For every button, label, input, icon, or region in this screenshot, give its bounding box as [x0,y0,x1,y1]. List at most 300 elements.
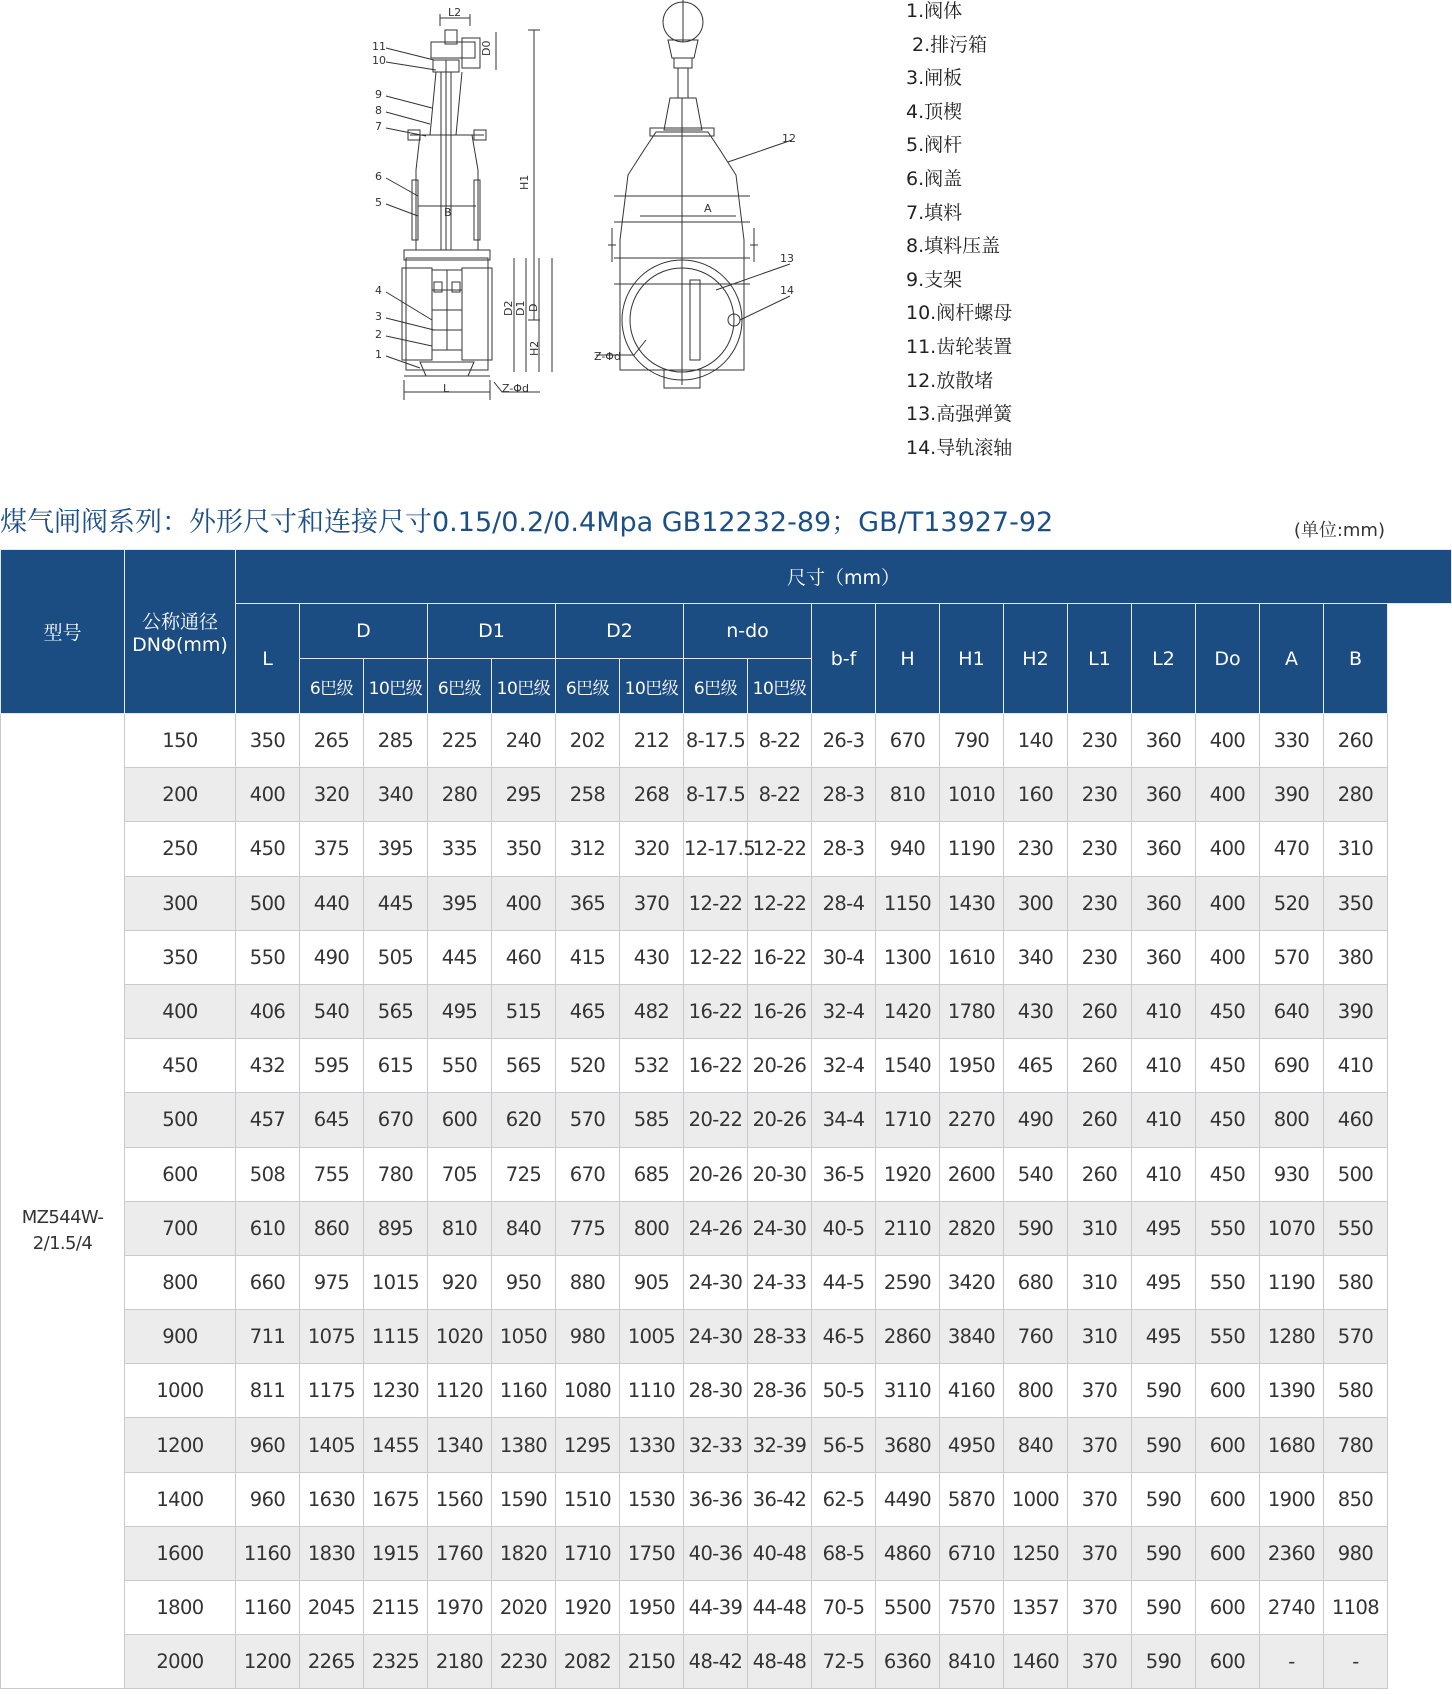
table-cell: 960 [236,1418,300,1472]
table-cell: 46-5 [812,1310,876,1364]
table-cell: 310 [1068,1255,1132,1309]
table-cell: 1380 [492,1418,556,1472]
table-cell: 1680 [1260,1418,1324,1472]
legend-item: 4.顶楔 [906,100,963,123]
table-cell: 1075 [300,1310,364,1364]
table-cell: 550 [236,930,300,984]
table-cell: 520 [556,1039,620,1093]
table-cell: 1015 [364,1255,428,1309]
table-cell: 30-4 [812,930,876,984]
table-cell: 70-5 [812,1581,876,1635]
table-cell: 460 [492,930,556,984]
table-cell: 508 [236,1147,300,1201]
table-cell: 375 [300,822,364,876]
table-cell: 550 [1196,1310,1260,1364]
table-cell: 1390 [1260,1364,1324,1418]
table-cell: 410 [1132,984,1196,1038]
dimension-label: D1 [514,300,527,316]
dimension-label: D0 [480,40,493,56]
table-cell: 12-22 [748,822,812,876]
table-row [1,1364,1452,1418]
table-cell: 340 [1004,930,1068,984]
table-cell: 450 [236,822,300,876]
legend-item: 7.填料 [906,201,963,224]
table-cell: 5870 [940,1472,1004,1526]
table-cell: 295 [492,768,556,822]
table-cell: 16-22 [684,1039,748,1093]
table-cell: 12-22 [684,930,748,984]
table-cell: 490 [1004,1093,1068,1147]
table-cell: 565 [364,984,428,1038]
header-H2: H2 [1004,604,1068,714]
table-row [1,714,1452,768]
table-cell: 450 [1196,1147,1260,1201]
table-row [1,1581,1452,1635]
parts-legend [906,0,1012,470]
model-cell [1,714,125,1689]
dimension-table [0,549,1452,1689]
table-cell: 280 [428,768,492,822]
table-cell: 400 [1196,822,1260,876]
table-cell: 16-22 [748,930,812,984]
header-D: D [300,604,428,659]
table-cell: 1110 [620,1364,684,1418]
table-cell: 1000 [1004,1472,1068,1526]
table-cell: 430 [1004,984,1068,1038]
table-cell: 930 [1260,1147,1324,1201]
table-cell: 40-48 [748,1526,812,1580]
table-cell: 500 [125,1093,236,1147]
table-cell: 585 [620,1093,684,1147]
table-cell: 400 [236,768,300,822]
table-cell: 212 [620,714,684,768]
header-grade-10bar: 10巴级 [620,659,684,714]
table-cell: 600 [1196,1418,1260,1472]
header-L1: L1 [1068,604,1132,714]
table-cell: 28-3 [812,822,876,876]
table-cell: 24-30 [684,1255,748,1309]
table-cell: 6710 [940,1526,1004,1580]
table-cell: 200 [125,768,236,822]
table-cell: 44-5 [812,1255,876,1309]
table-cell: 800 [1004,1364,1068,1418]
table-cell: 600 [1196,1364,1260,1418]
table-cell: 1950 [620,1581,684,1635]
table-cell: 1160 [236,1581,300,1635]
table-cell: 395 [428,876,492,930]
table-cell: 570 [1260,930,1324,984]
table-cell: 590 [1004,1201,1068,1255]
table-cell: 12-17.5 [684,822,748,876]
table-cell: 8-22 [748,714,812,768]
part-label: 14 [780,284,794,297]
table-cell: 495 [1132,1310,1196,1364]
table-cell: 590 [1132,1364,1196,1418]
part-label: 8 [375,104,382,117]
table-cell: 1200 [236,1635,300,1689]
table-cell: 760 [1004,1310,1068,1364]
table-cell: 975 [300,1255,364,1309]
table-cell: 28-3 [812,768,876,822]
table-cell: 670 [556,1147,620,1201]
table-cell: 600 [428,1093,492,1147]
legend-item: 11.齿轮装置 [906,335,1013,358]
table-cell: 450 [1196,1039,1260,1093]
table-cell: 670 [876,714,940,768]
table-cell: 790 [940,714,1004,768]
table-row [1,768,1452,822]
table-cell: 1175 [300,1364,364,1418]
table-cell: 590 [1132,1581,1196,1635]
table-cell: 450 [1196,984,1260,1038]
model-line2: 2/1.5/4 [32,1233,93,1255]
table-cell: 4160 [940,1364,1004,1418]
table-cell: 340 [364,768,428,822]
table-cell: 410 [1324,1039,1388,1093]
table-cell: 1590 [492,1472,556,1526]
header-A: A [1260,604,1324,714]
table-cell: 36-36 [684,1472,748,1526]
table-cell: 140 [1004,714,1068,768]
header-D1: D1 [428,604,556,659]
table-row [1,1526,1452,1580]
table-cell: 1920 [556,1581,620,1635]
table-cell: 840 [1004,1418,1068,1472]
table-cell: 840 [492,1201,556,1255]
table-cell: 50-5 [812,1364,876,1418]
table-cell: 48-42 [684,1635,748,1689]
table-cell: 2265 [300,1635,364,1689]
table-cell: 1330 [620,1418,684,1472]
header-size-group: 尺寸（mm） [236,550,1452,604]
table-cell: 1710 [876,1093,940,1147]
table-title: 煤气闸阀系列：外形尺寸和连接尺寸0.15/0.2/0.4Mpa GB12232-89；GB/T13927-92 [0,507,1054,538]
table-cell: 1920 [876,1147,940,1201]
header-b-f: b-f [812,604,876,714]
header-H1: H1 [940,604,1004,714]
table-cell: 980 [556,1310,620,1364]
table-row [1,1310,1452,1364]
table-cell: 615 [364,1039,428,1093]
table-cell: 500 [1324,1147,1388,1201]
table-cell: 1760 [428,1526,492,1580]
table-cell: 3680 [876,1418,940,1472]
table-cell: 1510 [556,1472,620,1526]
table-cell: 2045 [300,1581,364,1635]
table-cell: 4950 [940,1418,1004,1472]
table-cell: 640 [1260,984,1324,1038]
dimension-label: A [704,202,712,215]
table-cell: 811 [236,1364,300,1418]
table-cell: 36-5 [812,1147,876,1201]
table-cell: 2600 [940,1147,1004,1201]
part-label: 11 [372,40,386,53]
table-cell: 68-5 [812,1526,876,1580]
table-cell: 495 [1132,1255,1196,1309]
table-cell: 225 [428,714,492,768]
table-cell: 410 [1132,1147,1196,1201]
table-cell: 470 [1260,822,1324,876]
table-cell: 685 [620,1147,684,1201]
table-cell: 600 [1196,1472,1260,1526]
table-row [1,1147,1452,1201]
table-cell: 2150 [620,1635,684,1689]
table-cell: - [1260,1635,1324,1689]
table-cell: 56-5 [812,1418,876,1472]
table-cell: 495 [1132,1201,1196,1255]
table-cell: 1340 [428,1418,492,1472]
table-cell: 515 [492,984,556,1038]
dimension-label: Z-Φd [594,350,621,363]
table-cell: 880 [556,1255,620,1309]
table-cell: 920 [428,1255,492,1309]
table-cell: 1820 [492,1526,556,1580]
table-cell: 1610 [940,930,1004,984]
table-cell: 550 [1196,1255,1260,1309]
table-cell: 445 [364,876,428,930]
table-cell: 20-22 [684,1093,748,1147]
table-cell: 360 [1132,768,1196,822]
legend-item: 1.阀体 [906,0,963,22]
table-cell: 370 [1068,1472,1132,1526]
table-cell: 40-5 [812,1201,876,1255]
table-cell: 1405 [300,1418,364,1472]
part-label: 7 [375,120,382,133]
table-cell: 2270 [940,1093,1004,1147]
table-cell: 500 [236,876,300,930]
table-cell: 1540 [876,1039,940,1093]
table-row [1,1201,1452,1255]
table-cell: 4490 [876,1472,940,1526]
table-cell: 370 [1068,1526,1132,1580]
table-cell: 300 [1004,876,1068,930]
table-row [1,1039,1452,1093]
table-cell: 230 [1004,822,1068,876]
table-cell: 590 [1132,1418,1196,1472]
table-body [1,714,1452,1689]
table-cell: 2230 [492,1635,556,1689]
model-line1: MZ544W- [21,1207,104,1229]
external-view-drawing [594,0,796,388]
table-cell: 780 [1324,1418,1388,1472]
table-cell: 24-26 [684,1201,748,1255]
header-nominal-diameter [125,550,236,714]
header-grade-10bar: 10巴级 [748,659,812,714]
table-cell: 320 [620,822,684,876]
table-cell: 24-33 [748,1255,812,1309]
table-cell: 660 [236,1255,300,1309]
section-view-drawing [372,6,552,400]
table-cell: 600 [125,1147,236,1201]
table-cell: 565 [492,1039,556,1093]
table-cell: 72-5 [812,1635,876,1689]
table-cell: 810 [428,1201,492,1255]
table-cell: 370 [1068,1635,1132,1689]
table-row [1,930,1452,984]
table-cell: 1530 [620,1472,684,1526]
table-cell: 16-26 [748,984,812,1038]
table-cell: 365 [556,876,620,930]
table-cell: 1420 [876,984,940,1038]
table-cell: 457 [236,1093,300,1147]
part-label: 2 [375,328,382,341]
table-row [1,1418,1452,1472]
table-cell: 3420 [940,1255,1004,1309]
table-cell: 2020 [492,1581,556,1635]
part-label: 4 [375,284,382,297]
table-cell: 350 [1324,876,1388,930]
table-cell: 390 [1260,768,1324,822]
table-cell: 800 [125,1255,236,1309]
table-cell: 2082 [556,1635,620,1689]
table-cell: 260 [1068,1093,1132,1147]
table-cell: 1600 [125,1526,236,1580]
table-cell: 360 [1132,876,1196,930]
table-cell: 430 [620,930,684,984]
table-cell: 520 [1260,876,1324,930]
table-cell: 400 [1196,768,1260,822]
table-cell: 32-39 [748,1418,812,1472]
table-cell: 1710 [556,1526,620,1580]
table-cell: 905 [620,1255,684,1309]
table-cell: 755 [300,1147,364,1201]
table-cell: 48-48 [748,1635,812,1689]
table-cell: 590 [1132,1526,1196,1580]
table-cell: 34-4 [812,1093,876,1147]
table-cell: 1150 [876,876,940,930]
table-cell: 450 [125,1039,236,1093]
table-cell: 230 [1068,876,1132,930]
table-cell: 7570 [940,1581,1004,1635]
table-cell: 28-30 [684,1364,748,1418]
table-cell: 1108 [1324,1581,1388,1635]
table-cell: 800 [1260,1093,1324,1147]
table-cell: 260 [1068,1039,1132,1093]
table-cell: 20-26 [684,1147,748,1201]
table-cell: 1970 [428,1581,492,1635]
table-cell: 580 [1324,1364,1388,1418]
table-cell: 400 [125,984,236,1038]
table-cell: 62-5 [812,1472,876,1526]
table-cell: 1160 [492,1364,556,1418]
header-dn-line1: 公称通径 [141,611,218,633]
table-cell: 2740 [1260,1581,1324,1635]
table-cell: 3110 [876,1364,940,1418]
legend-item: 3.闸板 [906,67,963,90]
table-cell: 895 [364,1201,428,1255]
table-cell: 600 [1196,1581,1260,1635]
dimension-label: H1 [518,174,531,190]
table-cell: 12-22 [748,876,812,930]
table-cell: 6360 [876,1635,940,1689]
table-cell: 24-30 [684,1310,748,1364]
table-cell: 380 [1324,930,1388,984]
legend-item: 9.支架 [906,268,963,291]
table-cell: 570 [1324,1310,1388,1364]
table-cell: 550 [1324,1201,1388,1255]
dimension-label: L [443,382,450,395]
dimension-label: D2 [502,300,515,316]
table-cell: 680 [1004,1255,1068,1309]
table-cell: 1070 [1260,1201,1324,1255]
table-cell: 1295 [556,1418,620,1472]
table-cell: 260 [1324,714,1388,768]
table-cell: 258 [556,768,620,822]
unit-note: (单位:mm) [1293,520,1385,541]
table-cell: 310 [1068,1201,1132,1255]
table-cell: 1950 [940,1039,1004,1093]
table-cell: 860 [300,1201,364,1255]
table-cell: 310 [1068,1310,1132,1364]
table-cell: 230 [1068,930,1132,984]
table-cell: 505 [364,930,428,984]
table-cell: 2115 [364,1581,428,1635]
table-cell: 705 [428,1147,492,1201]
table-cell: 350 [492,822,556,876]
header-model: 型号 [1,550,125,714]
table-cell: 390 [1324,984,1388,1038]
dimension-label: L2 [448,6,462,19]
table-cell: 482 [620,984,684,1038]
table-cell: 32-4 [812,1039,876,1093]
table-cell: 16-22 [684,984,748,1038]
table-cell: 160 [1004,768,1068,822]
table-cell: 711 [236,1310,300,1364]
table-cell: 1800 [125,1581,236,1635]
table-cell: 490 [300,930,364,984]
dimension-label: H2 [528,340,541,356]
table-cell: 400 [492,876,556,930]
part-label: 10 [372,54,386,67]
table-cell: 395 [364,822,428,876]
table-cell: 3840 [940,1310,1004,1364]
table-cell: 2820 [940,1201,1004,1255]
table-cell: 432 [236,1039,300,1093]
header-B: B [1324,604,1388,714]
table-cell: 590 [1132,1635,1196,1689]
table-cell: 775 [556,1201,620,1255]
table-cell: 28-4 [812,876,876,930]
table-cell: 1080 [556,1364,620,1418]
header-D2: D2 [556,604,684,659]
legend-item: 12.放散堵 [906,369,994,392]
table-cell: 24-30 [748,1201,812,1255]
table-cell: 1630 [300,1472,364,1526]
table-cell: 44-39 [684,1581,748,1635]
table-cell: 1430 [940,876,1004,930]
table-cell: 1900 [1260,1472,1324,1526]
header-grade-6bar: 6巴级 [556,659,620,714]
table-cell: 335 [428,822,492,876]
table-cell: 1115 [364,1310,428,1364]
table-cell: 465 [1004,1039,1068,1093]
table-cell: 28-33 [748,1310,812,1364]
table-cell: 570 [556,1093,620,1147]
table-cell: 32-4 [812,984,876,1038]
table-cell: 1357 [1004,1581,1068,1635]
table-cell: 310 [1324,822,1388,876]
table-header [1,550,1452,714]
table-cell: 44-48 [748,1581,812,1635]
table-cell: 800 [620,1201,684,1255]
table-cell: 330 [1260,714,1324,768]
table-cell: 590 [1132,1472,1196,1526]
table-cell: 4860 [876,1526,940,1580]
table-cell: 495 [428,984,492,1038]
table-cell: 1160 [236,1526,300,1580]
valve-drawings [0,0,1387,470]
legend-item: 8.填料压盖 [906,235,1001,258]
